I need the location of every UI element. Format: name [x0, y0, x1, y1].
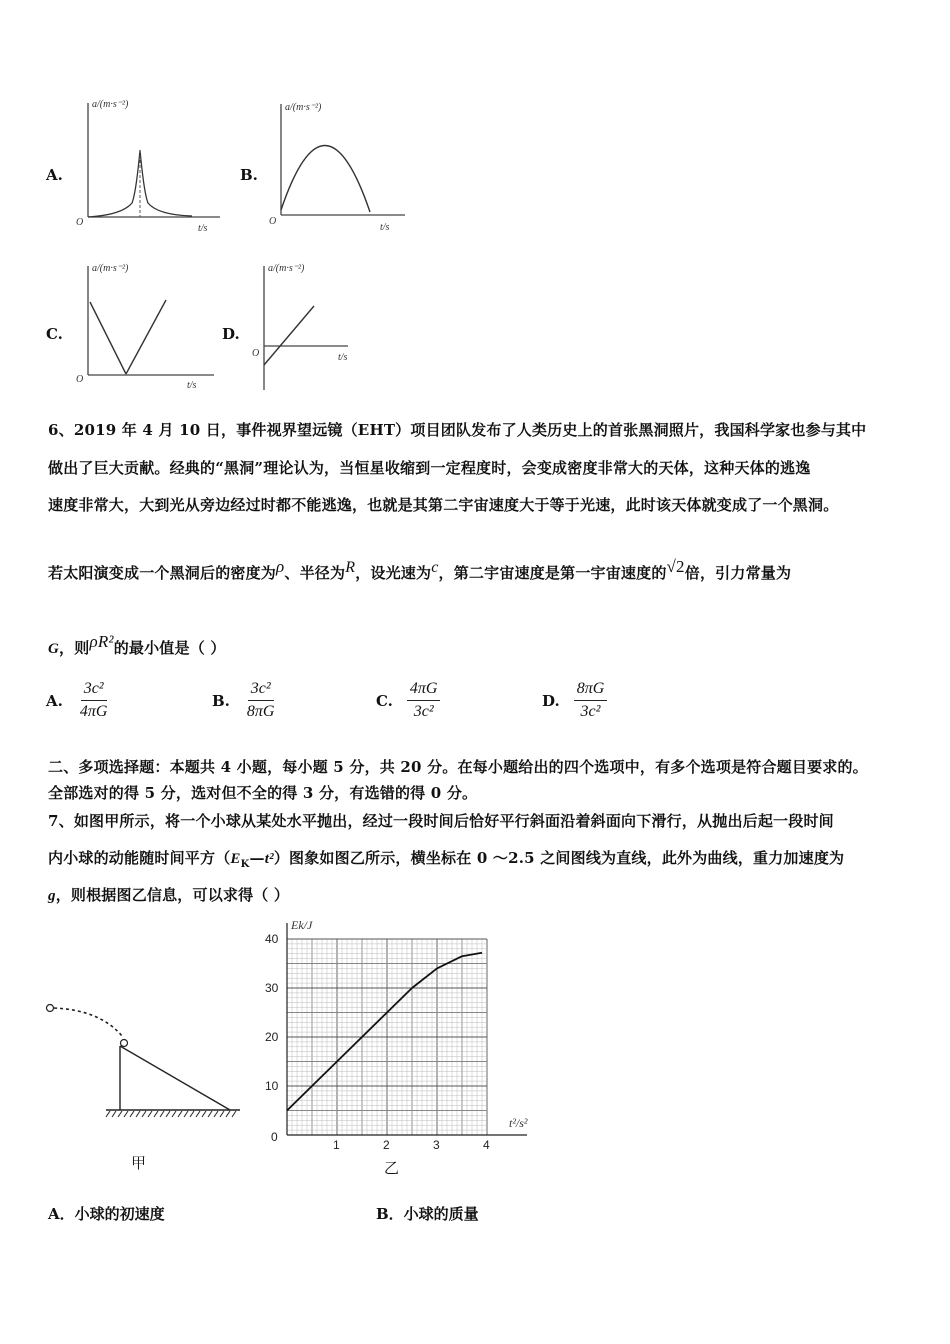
q6-option-c[interactable]	[376, 680, 440, 721]
figure-jia	[40, 990, 250, 1124]
q6-option-a[interactable]	[46, 680, 110, 721]
graph-c-origin: O	[76, 374, 84, 385]
ek-series-line	[287, 953, 482, 1111]
section-2-line-2: 全部选对的得 5 分，选对但不全的得 3 分，有选错的得 0 分。	[48, 784, 478, 802]
q6-text-gravity: 倍，引力常量为	[684, 564, 792, 582]
lightspeed-symbol: c	[431, 559, 439, 576]
kinetic-energy-subscript: K	[240, 859, 250, 870]
graph-c-svg	[72, 260, 232, 395]
ball-start-icon	[47, 1005, 54, 1012]
q6-option-a-fraction	[77, 680, 111, 721]
q7-dash: —	[249, 849, 265, 867]
rho-symbol: ρ	[276, 557, 285, 576]
q7-option-a[interactable]: A．小球的初速度	[48, 1205, 165, 1223]
q7-line-3	[48, 877, 289, 915]
q6-option-b-fraction	[244, 680, 278, 721]
graph-d-svg	[248, 260, 378, 395]
fraction-numerator: 8πG	[574, 680, 608, 701]
chart-xlabel: t²/s²	[509, 1116, 528, 1130]
gravity-symbol: g	[48, 888, 56, 904]
q5-option-a-letter: A.	[46, 166, 63, 184]
q6-option-a-letter: A.	[46, 691, 63, 710]
q6-text-minimum: 的最小值是（ ）	[113, 639, 226, 657]
q5-graph-b	[265, 100, 425, 244]
time-squared-symbol: t²	[264, 851, 274, 867]
fraction-denominator: 3c²	[580, 703, 601, 720]
chart-origin-label: 0	[271, 1130, 278, 1144]
q6-line-2: 做出了巨大贡献。经典的“黑洞”理论认为，当恒星收缩到一定程度时，会变成密度非常大的天体，这种天体的逃逸	[48, 459, 811, 477]
fraction-numerator: 3c²	[81, 680, 107, 701]
q5-option-c-letter: C.	[46, 325, 63, 343]
ek-t2-chart	[255, 915, 545, 1155]
x-tick-label: 3	[433, 1138, 440, 1152]
q5-option-b-letter: B.	[240, 166, 258, 184]
radius-symbol: R	[345, 559, 356, 576]
y-tick-label: 10	[265, 1079, 279, 1093]
graph-c-xlabel: t/s	[187, 380, 197, 391]
q7-text-kinetic: 内小球的动能随时间平方（	[48, 849, 231, 867]
x-tick-label: 4	[483, 1138, 490, 1152]
graph-d-xlabel: t/s	[338, 352, 348, 363]
figure-jia-caption: 甲	[131, 1154, 147, 1172]
graph-a-ylabel: a/(m·s⁻²)	[92, 99, 129, 110]
fraction-denominator: 8πG	[246, 703, 275, 720]
section-2-line-1: 二、多项选择题：本题共 4 小题，每小题 5 分，共 20 分。在每小题给出的四个选项中，有多个选项是符合题目要求的。	[48, 758, 868, 776]
graph-c-ylabel: a/(m·s⁻²)	[92, 263, 129, 274]
y-tick-label: 20	[265, 1030, 279, 1044]
y-tick-label: 30	[265, 981, 279, 995]
q6-text-velocity: ，第二宇宙速度是第一宇宙速度的	[438, 564, 667, 582]
q6-option-c-fraction	[407, 680, 441, 721]
q6-text-then: ，则	[59, 639, 90, 657]
x-tick-label: 1	[333, 1138, 340, 1152]
figure-yi	[255, 915, 545, 1159]
sqrt2-symbol: √2	[666, 557, 685, 576]
q6-option-c-letter: C.	[376, 691, 393, 710]
q6-line-1: 6、2019 年 4 月 10 日，事件视界望远镜（EHT）项目团队发布了人类历史上的首张黑洞照片，我国科学家也参与其中	[48, 421, 867, 439]
q6-text-lightspeed: ，设光速为	[355, 564, 432, 582]
q6-option-b-letter: B.	[212, 691, 230, 710]
graph-b-origin: O	[269, 216, 277, 227]
q7-line-1: 7、如图甲所示，将一个小球从某处水平抛出，经过一段时间后恰好平行斜面沿着斜面向下滑行，从抛出后起一段时间	[48, 812, 834, 830]
gravity-constant-symbol: G	[48, 641, 60, 657]
graph-b-svg	[265, 100, 425, 240]
q6-text-radius: 、半径为	[284, 564, 346, 582]
ball-end-icon	[121, 1040, 128, 1047]
q5-graph-a	[72, 95, 232, 239]
q7-option-b[interactable]: B．小球的质量	[376, 1205, 479, 1223]
q6-option-d-letter: D.	[542, 691, 560, 710]
chart-ylabel: Ek/J	[291, 918, 313, 932]
q6-line-5	[48, 623, 226, 668]
graph-b-ylabel: a/(m·s⁻²)	[285, 102, 322, 113]
graph-b-xlabel: t/s	[380, 222, 390, 233]
graph-d-ylabel: a/(m·s⁻²)	[268, 263, 305, 274]
fraction-denominator: 4πG	[79, 703, 108, 720]
q5-graph-c	[72, 260, 232, 399]
rho-r2-symbol: ρR²	[89, 632, 114, 651]
fraction-numerator: 4πG	[407, 680, 441, 701]
incline-figure	[40, 990, 250, 1120]
q6-option-b[interactable]	[212, 680, 277, 721]
q6-line-4	[48, 548, 791, 592]
q5-graph-d	[248, 260, 378, 399]
chart-grid	[287, 939, 487, 1135]
q5-option-d-letter: D.	[222, 325, 240, 343]
chart-series	[287, 953, 482, 1111]
q6-option-d[interactable]	[542, 680, 607, 721]
q7-text-solve: ，则根据图乙信息，可以求得（ ）	[55, 886, 290, 904]
graph-d-origin: O	[252, 348, 260, 359]
kinetic-energy-symbol: E	[230, 851, 241, 867]
q6-text-density: 若太阳演变成一个黑洞后的密度为	[48, 564, 277, 582]
graph-a-origin: O	[76, 217, 84, 228]
y-tick-label: 40	[265, 932, 279, 946]
q7-text-graph: ）图象如图乙所示，横坐标在 0 ～2.5 之间图线为直线，此外为曲线，重力加速度为	[273, 849, 845, 867]
x-tick-label: 2	[383, 1138, 390, 1152]
graph-a-svg	[72, 95, 232, 235]
graph-a-xlabel: t/s	[198, 223, 208, 234]
fraction-numerator: 3c²	[248, 680, 274, 701]
fraction-denominator: 3c²	[413, 703, 434, 720]
q6-option-d-fraction	[574, 680, 608, 721]
figure-yi-caption: 乙	[384, 1159, 400, 1177]
q6-line-3: 速度非常大，大到光从旁边经过时都不能逃逸，也就是其第二宇宙速度大于等于光速，此时该天体就变成了一个黑洞。	[48, 496, 839, 514]
